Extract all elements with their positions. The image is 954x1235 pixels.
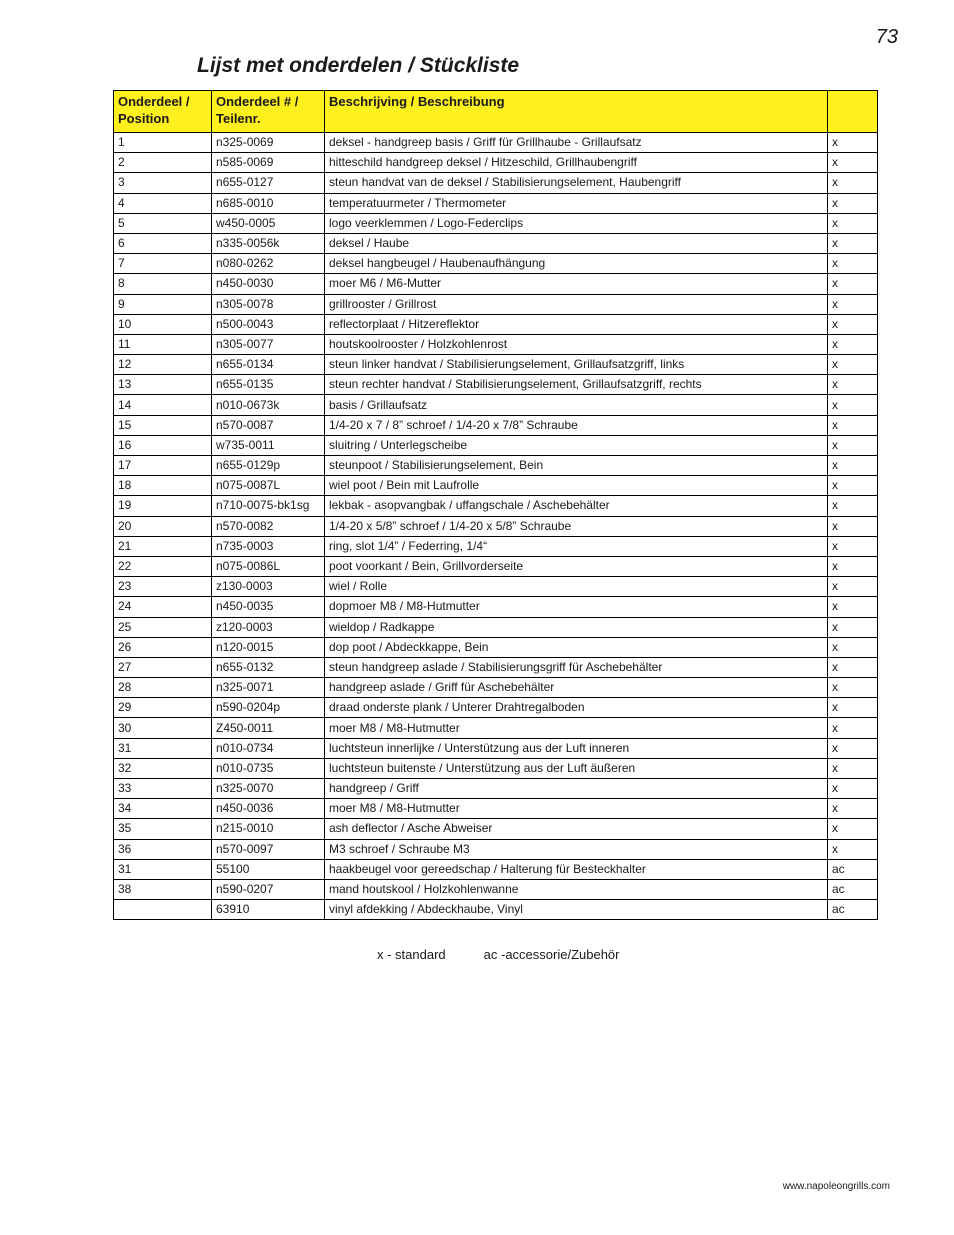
position-cell: 21 — [114, 536, 212, 556]
description-cell: 1/4-20 x 7 / 8” schroef / 1/4-20 x 7/8” Schraube — [325, 415, 828, 435]
type-cell: x — [828, 355, 878, 375]
type-cell: x — [828, 395, 878, 415]
part-number-cell: w735-0011 — [212, 435, 325, 455]
part-number-cell: n075-0086L — [212, 556, 325, 576]
parts-table-body — [114, 133, 878, 920]
table-row — [114, 718, 878, 738]
part-number-cell: z130-0003 — [212, 577, 325, 597]
part-number-cell: n570-0087 — [212, 415, 325, 435]
table-row — [114, 799, 878, 819]
page-number: 73 — [875, 26, 898, 48]
position-cell: 24 — [114, 597, 212, 617]
position-cell — [114, 900, 212, 920]
table-row — [114, 819, 878, 839]
table-row — [114, 133, 878, 153]
position-cell: 10 — [114, 314, 212, 334]
table-row — [114, 435, 878, 455]
description-cell: wiel poot / Bein mit Laufrolle — [325, 476, 828, 496]
table-row — [114, 698, 878, 718]
part-number-cell: n570-0082 — [212, 516, 325, 536]
table-row — [114, 577, 878, 597]
table-row — [114, 193, 878, 213]
part-number-cell: n590-0207 — [212, 879, 325, 899]
position-cell: 11 — [114, 334, 212, 354]
position-cell: 15 — [114, 415, 212, 435]
type-cell: x — [828, 173, 878, 193]
part-number-cell: n305-0078 — [212, 294, 325, 314]
type-cell: x — [828, 839, 878, 859]
table-row — [114, 779, 878, 799]
table-row — [114, 536, 878, 556]
legend-accessory: ac -accessorie/Zubehör — [483, 947, 620, 962]
part-number-cell: 63910 — [212, 900, 325, 920]
position-cell: 13 — [114, 375, 212, 395]
description-cell: dop poot / Abdeckkappe, Bein — [325, 637, 828, 657]
type-cell: x — [828, 435, 878, 455]
table-row — [114, 496, 878, 516]
part-number-cell: 55100 — [212, 859, 325, 879]
description-cell: wiel / Rolle — [325, 577, 828, 597]
description-cell: steun handvat van de deksel / Stabilisierungselement, Haubengriff — [325, 173, 828, 193]
type-cell: x — [828, 314, 878, 334]
part-number-cell: n010-0734 — [212, 738, 325, 758]
position-cell: 25 — [114, 617, 212, 637]
position-cell: 31 — [114, 738, 212, 758]
table-row — [114, 274, 878, 294]
type-cell: x — [828, 233, 878, 253]
part-number-cell: n585-0069 — [212, 153, 325, 173]
type-cell: x — [828, 476, 878, 496]
description-cell: poot voorkant / Bein, Grillvorderseite — [325, 556, 828, 576]
description-cell: moer M6 / M6-Mutter — [325, 274, 828, 294]
type-cell: x — [828, 496, 878, 516]
type-cell: x — [828, 153, 878, 173]
part-number-cell: n010-0735 — [212, 758, 325, 778]
type-cell: x — [828, 133, 878, 153]
description-cell: haakbeugel voor gereedschap / Halterung für Besteckhalter — [325, 859, 828, 879]
type-cell: x — [828, 718, 878, 738]
type-cell: x — [828, 516, 878, 536]
type-cell: x — [828, 617, 878, 637]
part-number-cell: n325-0069 — [212, 133, 325, 153]
part-number-cell: n325-0071 — [212, 678, 325, 698]
position-cell: 18 — [114, 476, 212, 496]
part-number-cell: n655-0132 — [212, 657, 325, 677]
type-cell: x — [828, 193, 878, 213]
header-part-number: Onderdeel # / Teilenr. — [212, 91, 325, 133]
header-description: Beschrijving / Beschreibung — [325, 91, 828, 133]
table-row — [114, 597, 878, 617]
part-number-cell: Z450-0011 — [212, 718, 325, 738]
type-cell: x — [828, 274, 878, 294]
position-cell: 31 — [114, 859, 212, 879]
position-cell: 7 — [114, 254, 212, 274]
position-cell: 12 — [114, 355, 212, 375]
description-cell: ring, slot 1/4” / Federring, 1/4“ — [325, 536, 828, 556]
table-row — [114, 678, 878, 698]
position-cell: 2 — [114, 153, 212, 173]
description-cell: mand houtskool / Holzkohlenwanne — [325, 879, 828, 899]
description-cell: hitteschild handgreep deksel / Hitzeschild, Grillhaubengriff — [325, 153, 828, 173]
position-cell: 1 — [114, 133, 212, 153]
position-cell: 26 — [114, 637, 212, 657]
type-cell: x — [828, 637, 878, 657]
table-row — [114, 859, 878, 879]
type-cell: x — [828, 415, 878, 435]
type-cell: x — [828, 294, 878, 314]
position-cell: 23 — [114, 577, 212, 597]
table-row — [114, 657, 878, 677]
part-number-cell: n570-0097 — [212, 839, 325, 859]
part-number-cell: n010-0673k — [212, 395, 325, 415]
part-number-cell: n710-0075-bk1sg — [212, 496, 325, 516]
part-number-cell: w450-0005 — [212, 213, 325, 233]
description-cell: luchtsteun buitenste / Unterstützung aus der Luft äußeren — [325, 758, 828, 778]
description-cell: steun handgreep aslade / Stabilisierungsgriff für Aschebehälter — [325, 657, 828, 677]
description-cell: temperatuurmeter / Thermometer — [325, 193, 828, 213]
position-cell: 29 — [114, 698, 212, 718]
description-cell: steun rechter handvat / Stabilisierungselement, Grillaufsatzgriff, rechts — [325, 375, 828, 395]
position-cell: 27 — [114, 657, 212, 677]
header-row — [114, 91, 878, 133]
part-number-cell: n075-0087L — [212, 476, 325, 496]
description-cell: moer M8 / M8-Hutmutter — [325, 718, 828, 738]
position-cell: 28 — [114, 678, 212, 698]
description-cell: luchtsteun innerlijke / Unterstützung aus der Luft inneren — [325, 738, 828, 758]
position-cell: 30 — [114, 718, 212, 738]
header-position: Onderdeel / Position — [114, 91, 212, 133]
position-cell: 32 — [114, 758, 212, 778]
part-number-cell: n655-0135 — [212, 375, 325, 395]
description-cell: handgreep aslade / Griff für Aschebehälter — [325, 678, 828, 698]
type-cell: x — [828, 779, 878, 799]
type-cell: ac — [828, 879, 878, 899]
position-cell: 9 — [114, 294, 212, 314]
page-title: Lijst met onderdelen / Stückliste — [197, 54, 520, 77]
part-number-cell: n120-0015 — [212, 637, 325, 657]
part-number-cell: n080-0262 — [212, 254, 325, 274]
part-number-cell: n655-0127 — [212, 173, 325, 193]
description-cell: wieldop / Radkappe — [325, 617, 828, 637]
part-number-cell: n500-0043 — [212, 314, 325, 334]
description-cell: deksel / Haube — [325, 233, 828, 253]
table-row — [114, 334, 878, 354]
part-number-cell: z120-0003 — [212, 617, 325, 637]
position-cell: 36 — [114, 839, 212, 859]
part-number-cell: n305-0077 — [212, 334, 325, 354]
part-number-cell: n325-0070 — [212, 779, 325, 799]
table-row — [114, 213, 878, 233]
position-cell: 5 — [114, 213, 212, 233]
part-number-cell: n685-0010 — [212, 193, 325, 213]
table-row — [114, 355, 878, 375]
table-row — [114, 637, 878, 657]
table-row — [114, 233, 878, 253]
table-row — [114, 516, 878, 536]
type-cell: x — [828, 556, 878, 576]
position-cell: 6 — [114, 233, 212, 253]
table-row — [114, 395, 878, 415]
part-number-cell: n590-0204p — [212, 698, 325, 718]
position-cell: 8 — [114, 274, 212, 294]
type-cell: x — [828, 819, 878, 839]
type-cell: x — [828, 536, 878, 556]
type-cell: ac — [828, 859, 878, 879]
parts-table — [113, 90, 878, 920]
part-number-cell: n655-0134 — [212, 355, 325, 375]
table-row — [114, 738, 878, 758]
description-cell: M3 schroef / Schraube M3 — [325, 839, 828, 859]
type-cell: x — [828, 334, 878, 354]
description-cell: basis / Grillaufsatz — [325, 395, 828, 415]
part-number-cell: n450-0035 — [212, 597, 325, 617]
part-number-cell: n735-0003 — [212, 536, 325, 556]
table-row — [114, 294, 878, 314]
type-cell: x — [828, 577, 878, 597]
position-cell: 16 — [114, 435, 212, 455]
description-cell: steun linker handvat / Stabilisierungselement, Grillaufsatzgriff, links — [325, 355, 828, 375]
table-row — [114, 758, 878, 778]
part-number-cell: n450-0036 — [212, 799, 325, 819]
type-cell: x — [828, 254, 878, 274]
description-cell: deksel hangbeugel / Haubenaufhängung — [325, 254, 828, 274]
part-number-cell: n450-0030 — [212, 274, 325, 294]
table-row — [114, 173, 878, 193]
type-cell: x — [828, 758, 878, 778]
table-row — [114, 476, 878, 496]
table-row — [114, 375, 878, 395]
description-cell: steunpoot / Stabilisierungselement, Bein — [325, 456, 828, 476]
legend — [377, 947, 620, 962]
description-cell: handgreep / Griff — [325, 779, 828, 799]
table-row — [114, 839, 878, 859]
position-cell: 33 — [114, 779, 212, 799]
type-cell: x — [828, 456, 878, 476]
header-type — [828, 91, 878, 133]
table-row — [114, 415, 878, 435]
table-row — [114, 556, 878, 576]
position-cell: 22 — [114, 556, 212, 576]
table-row — [114, 456, 878, 476]
type-cell: x — [828, 698, 878, 718]
description-cell: draad onderste plank / Unterer Drahtregalboden — [325, 698, 828, 718]
description-cell: vinyl afdekking / Abdeckhaube, Vinyl — [325, 900, 828, 920]
position-cell: 3 — [114, 173, 212, 193]
position-cell: 35 — [114, 819, 212, 839]
type-cell: x — [828, 213, 878, 233]
part-number-cell: n655-0129p — [212, 456, 325, 476]
description-cell: houtskoolrooster / Holzkohlenrost — [325, 334, 828, 354]
table-row — [114, 617, 878, 637]
description-cell: dopmoer M8 / M8-Hutmutter — [325, 597, 828, 617]
description-cell: grillrooster / Grillrost — [325, 294, 828, 314]
position-cell: 14 — [114, 395, 212, 415]
table-row — [114, 900, 878, 920]
type-cell: x — [828, 657, 878, 677]
position-cell: 19 — [114, 496, 212, 516]
description-cell: deksel - handgreep basis / Griff für Grillhaube - Grillaufsatz — [325, 133, 828, 153]
description-cell: lekbak - asopvangbak / uffangschale / Aschebehälter — [325, 496, 828, 516]
position-cell: 20 — [114, 516, 212, 536]
position-cell: 17 — [114, 456, 212, 476]
footer-url: www.napoleongrills.com — [782, 1181, 890, 1192]
type-cell: x — [828, 375, 878, 395]
type-cell: x — [828, 738, 878, 758]
type-cell: x — [828, 799, 878, 819]
description-cell: ash deflector / Asche Abweiser — [325, 819, 828, 839]
table-row — [114, 254, 878, 274]
position-cell: 38 — [114, 879, 212, 899]
part-number-cell: n335-0056k — [212, 233, 325, 253]
description-cell: moer M8 / M8-Hutmutter — [325, 799, 828, 819]
type-cell: x — [828, 678, 878, 698]
type-cell: ac — [828, 900, 878, 920]
table-row — [114, 879, 878, 899]
position-cell: 34 — [114, 799, 212, 819]
description-cell: 1/4-20 x 5/8” schroef / 1/4-20 x 5/8” Schraube — [325, 516, 828, 536]
type-cell: x — [828, 597, 878, 617]
part-number-cell: n215-0010 — [212, 819, 325, 839]
legend-standard: x - standard — [377, 947, 446, 962]
description-cell: reflectorplaat / Hitzereflektor — [325, 314, 828, 334]
description-cell: logo veerklemmen / Logo-Federclips — [325, 213, 828, 233]
position-cell: 4 — [114, 193, 212, 213]
table-row — [114, 153, 878, 173]
description-cell: sluitring / Unterlegscheibe — [325, 435, 828, 455]
table-row — [114, 314, 878, 334]
